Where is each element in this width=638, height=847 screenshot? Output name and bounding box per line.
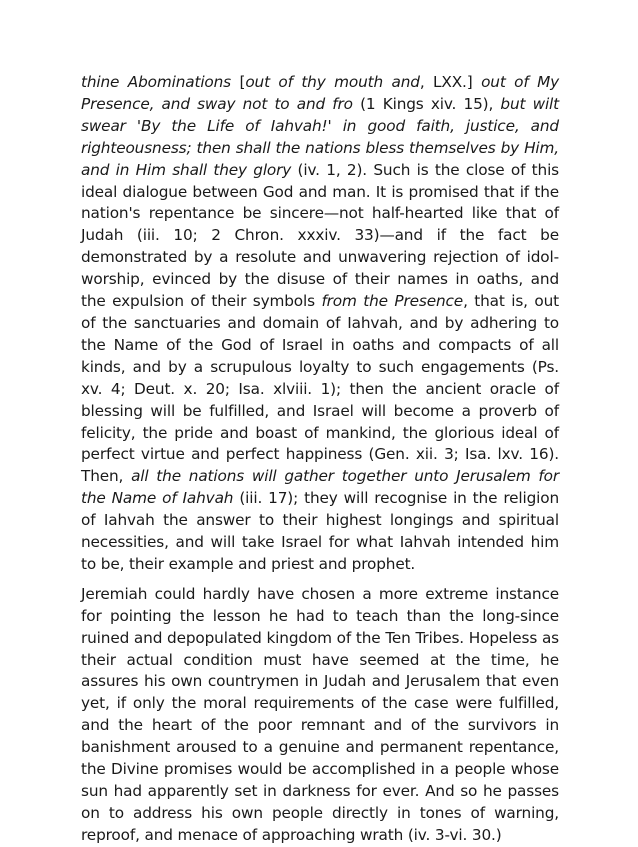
text-span: all the nations will gather together unto Jerusalem for the Name of Iahvah <box>81 467 559 508</box>
text-span: (iii. 17); they will recognise in the religion of Iahvah the answer to their highest longings and spiritual necessities, and will take Israel for what Iahvah intended him to be, their example and priest and prophet. <box>81 489 559 573</box>
text-span: thine Abominations <box>81 73 232 91</box>
text-span: [ <box>231 73 246 91</box>
text-span: out of thy mouth and <box>245 73 420 91</box>
text-span: , that is, out of the sanctuaries and domain of Iahvah, and by adhering to the Name of the God of Israel in oaths and compacts of all kinds, and by a scrupulous loyalty to such engagements (Ps. xv. 4; Deut. x. 20; Isa. xlviii. 1); then the ancient oracle of blessing will be fulfilled, and Israel will become a proverb of felicity, the pride and boast of mankind, the glorious ideal of perfect virtue and perfect happiness (Gen. xii. 3; Isa. lxv. 16). Then, <box>81 292 559 486</box>
document-page <box>81 72 559 847</box>
text-span: from the Presence <box>321 292 464 311</box>
text-span: Jeremiah could hardly have chosen a more extreme instance for pointing the lesson he had to teach than the long-since ruined and depopulated kingdom of the Ten Tribes. Hopeless as their actual condition must have seemed at the time, he assures his own countrymen in Judah and Jerusalem that even yet, if only the moral requirements of the case were fulfilled, and the heart of the poor remnant and of the survivors in banishment aroused to a genuine and permanent repentance, the Divine promises would be accomplished in a people whose sun had apparently set in darkness for ever. And so he passes on to address his own people directly in tones of warning, reproof, and menace of approaching wrath (iv. 3-vi. 30.) <box>81 584 559 844</box>
text-span: , LXX.] <box>419 73 482 91</box>
paragraph-1 <box>81 72 559 576</box>
text-span: out of My Presence, and sway not to and fro <box>81 73 560 113</box>
paragraph-2 <box>81 584 559 847</box>
text-span: (iv. 1, 2). Such is the close of this ideal dialogue between God and man. It is promised that if the nation's repentance be sincere—not half-hearted like that of Judah (iii. 10; 2 Chron. xxxiv. 33)—and if the fact be demonstrated by a resolute and unwavering rejection of idol-worship, evinced by the disuse of their names in oaths, and the expulsion of their symbols <box>81 160 559 311</box>
text-span: (1 Kings xiv. 15), <box>352 94 501 113</box>
text-span: but wilt swear 'By the Life of Iahvah!' in good faith, justice, and righteousness; then shall the nations bless themselves by Him, and in Him shall they glory <box>81 94 560 179</box>
